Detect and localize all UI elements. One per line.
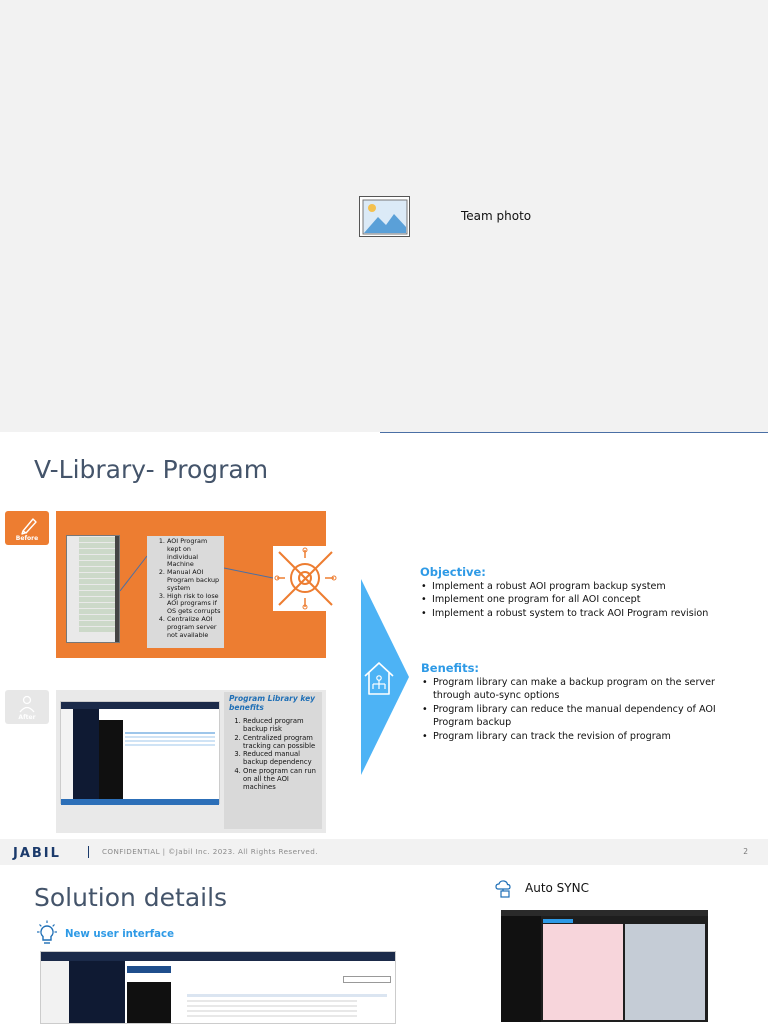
list-item: 3. Reduced manual backup dependency — [243, 750, 317, 767]
lightbulb-icon — [35, 920, 59, 946]
list-item: 4. One program can run on all the AOI machines — [243, 767, 317, 792]
image-placeholder-icon[interactable] — [359, 196, 410, 237]
new-ui-label: New user interface — [65, 929, 174, 940]
team-photo-slide — [0, 0, 768, 432]
auto-sync-label: Auto SYNC — [525, 881, 589, 895]
before-issues-list — [147, 536, 224, 648]
after-heading: Program Library key benefits — [229, 694, 316, 712]
jabil-logo: JABIL — [13, 846, 61, 861]
list-item: • Program library can reduce the manual dependency of AOI Program backup — [421, 703, 721, 730]
after-badge — [5, 690, 49, 724]
after-benefits-box — [224, 692, 322, 829]
after-panel — [56, 690, 326, 833]
list-item: 4. Centralize AOI program server not available — [167, 616, 221, 639]
objective-section — [420, 565, 750, 620]
list-item: • Program library can make a backup program on the server through auto-sync options — [421, 676, 721, 703]
program-library-screenshot — [60, 701, 220, 804]
before-badge — [5, 511, 49, 545]
list-item: • Implement a robust system to track AOI Program revision — [420, 607, 750, 620]
v-library-slide — [0, 433, 768, 865]
list-item: 2. Manual AOI Program backup system — [167, 569, 221, 592]
footer-divider — [88, 846, 89, 858]
list-item: 1. AOI Program kept on individual Machine — [167, 538, 221, 569]
slide-footer — [0, 839, 768, 865]
slide-title: Solution details — [34, 883, 228, 912]
cloud-sync-icon — [493, 879, 515, 899]
benefits-heading: Benefits: — [421, 661, 480, 675]
team-photo-label: Team photo — [461, 209, 532, 223]
list-item: 1. Reduced program backup risk — [243, 717, 317, 734]
objective-heading: Objective: — [420, 565, 486, 579]
benefits-section — [421, 661, 721, 743]
list-item: • Program library can track the revision of program — [421, 730, 721, 743]
auto-sync-screenshot — [501, 910, 708, 1022]
solution-details-slide — [0, 865, 768, 1024]
before-panel — [56, 511, 326, 658]
people-icon — [5, 692, 49, 716]
list-item: 3. High risk to lose AOI programs if OS gets corrupts — [167, 593, 221, 616]
after-label: After — [18, 714, 36, 721]
confidential-notice: CONFIDENTIAL | ©Jabil Inc. 2023. All Rights Reserved. — [102, 847, 318, 856]
pen-icon — [5, 513, 49, 537]
new-ui-screenshot — [40, 951, 396, 1024]
before-label: Before — [15, 535, 39, 542]
list-item: • Implement a robust AOI program backup system — [420, 580, 750, 593]
smart-home-icon — [361, 658, 397, 698]
page-number: 2 — [743, 847, 748, 856]
slide-title: V-Library- Program — [34, 455, 269, 484]
list-item: 2. Centralized program tracking can possible — [243, 734, 317, 751]
no-server-gear-icon — [273, 546, 338, 611]
list-item: • Implement one program for all AOI concept — [420, 593, 750, 606]
